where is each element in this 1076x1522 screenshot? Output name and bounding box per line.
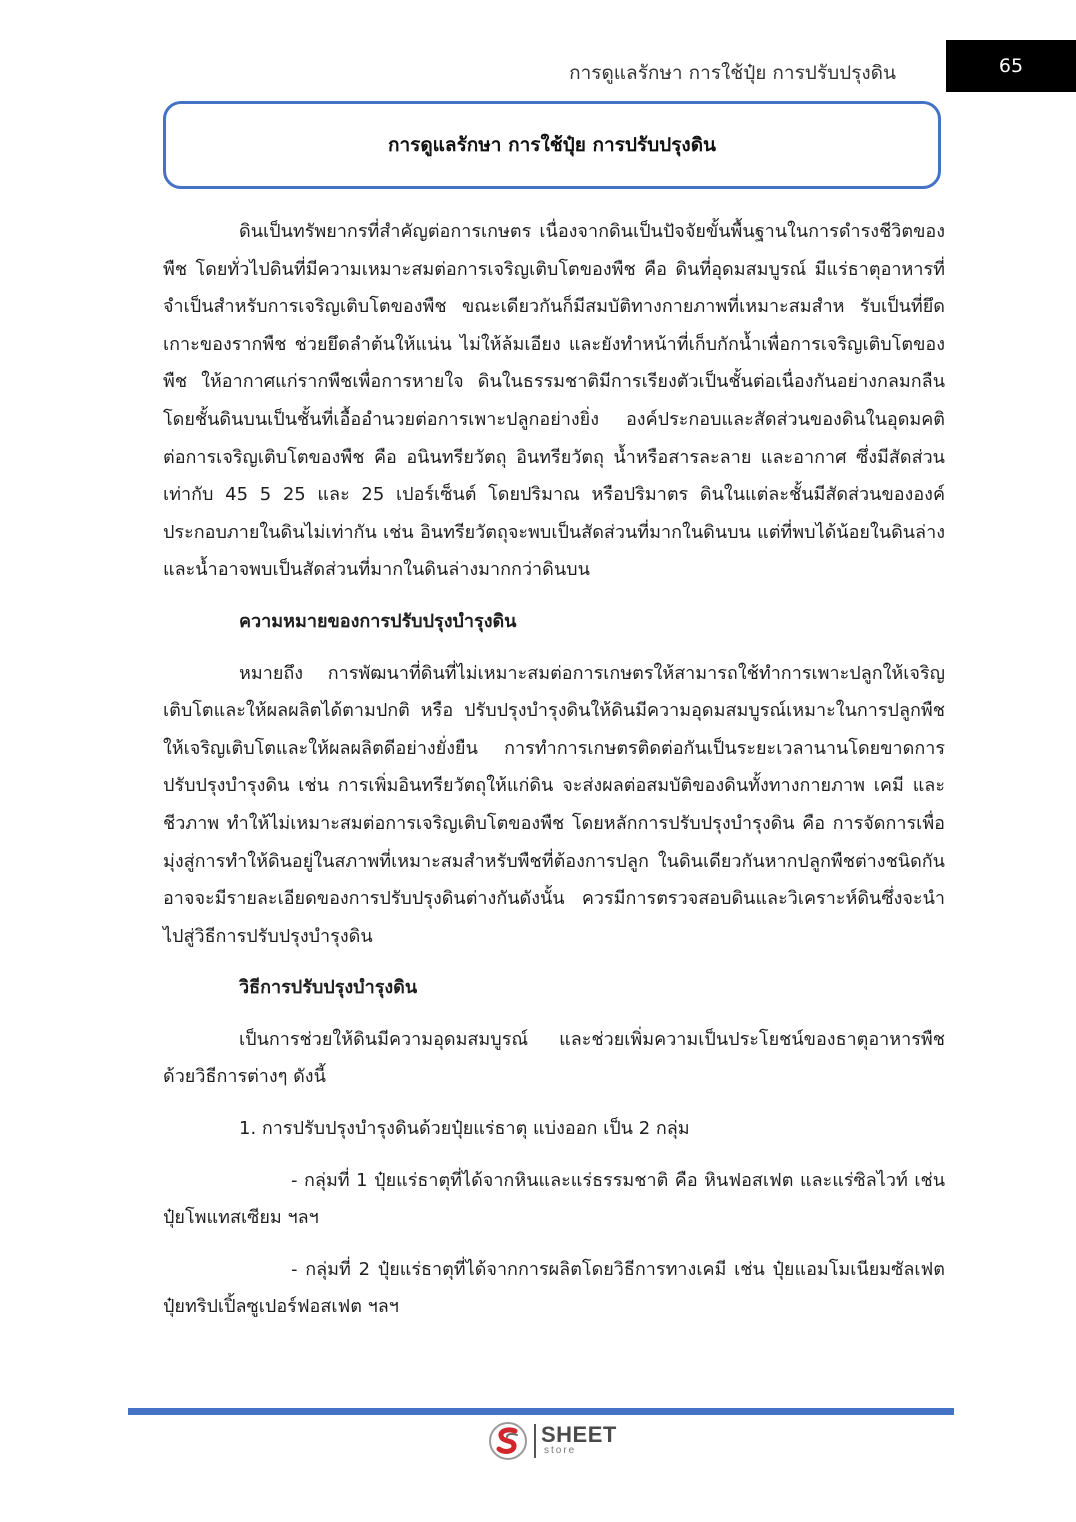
list-item-mineral-fertilizer: 1. การปรับปรุงบำรุงดินด้วยปุ๋ยแร่ธาตุ แบ่งออก เป็น 2 กลุ่ม xyxy=(239,1118,690,1140)
intro-paragraph: ดินเป็นทรัพยากรที่สำคัญต่อการเกษตร เนื่องจากดินเป็นปัจจัยขั้นพื้นฐานในการดำรงชีวิตของพืช โดยทั่วไปดินที่มีความเหมาะสมต่อการเจริญเติบโตของพืช คือ ดินที่อุดมสมบูรณ์ มีแร่ธาตุอาหารที่จำเป็นสำหรับการเจริญเติบโตของพืช ขณะเดียวกันก็มีสมบัติทางกายภาพที่เหมาะสมสำห รับเป็นที่ยึดเกาะของรากพืช ช่วยยึดลำต้นให้แน่น ไม่ให้ล้มเอียง และยังทำหน้าที่เก็บกักน้ำเพื่อการเจริญเติบโตของพืช ให้อากาศแก่รากพืชเพื่อการหายใจ ดินในธรรมชาติมีการเรียงตัวเป็นชั้นต่อเนื่องกันอย่างกลมกลืน โดยชั้นดินบนเป็นชั้นที่เอื้ออำนวยต่อการเพาะปลูกอย่างยิ่ง องค์ประกอบและสัดส่วนของดินในอุดมคติต่อการเจริญเติบโตของพืช คือ อนินทรียวัตถุ อินทรียวัตถุ น้ำหรือสารละลาย และอากาศ ซึ่งมีสัดส่วนเท่ากับ 45 5 25 และ 25 เปอร์เซ็นต์ โดยปริมาณ หรือปริมาตร ดินในแต่ละชั้นมีสัดส่วนขององค์ประกอบภายในดินไม่เท่ากัน เช่น อินทรียวัตถุจะพบเป็นสัดส่วนที่มากในดินบน แต่ที่พบได้น้อยในดินล่าง และน้ำอาจพบเป็นสัดส่วนที่มากในดินล่างมากกว่าดินบน xyxy=(163,221,945,581)
section-heading-methods: วิธีการปรับปรุงบำรุงดิน xyxy=(239,977,418,999)
logo-wordmark: SHEET xyxy=(541,1422,617,1447)
sheet-store-s-logo-icon xyxy=(488,1421,528,1461)
logo-subtext: store xyxy=(544,1445,577,1456)
sub-item-group-2: - กลุ่มที่ 2 ปุ๋ยแร่ธาตุที่ได้จากการผลิตโดยวิธีการทางเคมี เช่น ปุ๋ยแอมโมเนียมซัลเฟต ปุ๋ยทริปเปิ้ลซูเปอร์ฟอสเฟต ฯลฯ xyxy=(163,1258,945,1318)
meaning-paragraph: หมายถึง การพัฒนาที่ดินที่ไม่เหมาะสมต่อการเกษตรให้สามารถใช้ทำการเพาะปลูกให้เจริญเติบโตและให้ผลผลิตได้ตามปกติ หรือ ปรับปรุงบำรุงดินให้ดินมีความอุดมสมบูรณ์เหมาะในการปลูกพืชให้เจริญเติบโตและให้ผลผลิตดีอย่างยั่งยืน การทำการเกษตรติดต่อกันเป็นระยะเวลานานโดยขาดการปรับปรุงบำรุงดิน เช่น การเพิ่มอินทรียวัตถุให้แก่ดิน จะส่งผลต่อสมบัติของดินทั้งทางกายภาพ เคมี และชีวภาพ ทำให้ไม่เหมาะสมต่อการเจริญเติบโตของพืช โดยหลักการปรับปรุงบำรุงดิน คือ การจัดการเพื่อมุ่งสู่การทำให้ดินอยู่ในสภาพที่เหมาะสมสำหรับพืชที่ต้องการปลูก ในดินเดียวกันหากปลูกพืชต่างชนิดกันอาจจะมีรายละเอียดของการปรับปรุงดินต่างกันดังนั้น ควรมีการตรวจสอบดินและวิเคราะห์ดินซึ่งจะนำไปสู่วิธีการปรับปรุงบำรุงดิน xyxy=(163,662,945,947)
footer-logo xyxy=(488,1418,628,1462)
running-title: การดูแลรักษา การใช้ปุ๋ย การปรับปรุงดิน xyxy=(569,62,896,84)
section-heading-meaning: ความหมายของการปรับปรุงบำรุงดิน xyxy=(239,610,517,632)
page-number-tab xyxy=(946,40,1076,92)
page-number: 65 xyxy=(998,55,1024,77)
chapter-title: การดูแลรักษา การใช้ปุ๋ย การปรับปรุงดิน xyxy=(387,134,717,156)
body-content xyxy=(163,213,945,1326)
sub-item-group-1: - กลุ่มที่ 1 ปุ๋ยแร่ธาตุที่ได้จากหินและแร่ธรรมชาติ คือ หินฟอสเฟต และแร่ซิลไวท์ เช่น ปุ๋ยโพแทสเซียม ฯลฯ xyxy=(163,1169,945,1229)
logo-divider xyxy=(534,1424,536,1458)
running-header xyxy=(0,0,1076,92)
footer-rule xyxy=(128,1408,954,1415)
chapter-title-box xyxy=(163,101,941,189)
methods-paragraph: เป็นการช่วยให้ดินมีความอุดมสมบูรณ์ และช่วยเพิ่มความเป็นประโยชน์ของธาตุอาหารพืชด้วยวิธีการต่างๆ ดังนี้ xyxy=(163,1028,945,1088)
